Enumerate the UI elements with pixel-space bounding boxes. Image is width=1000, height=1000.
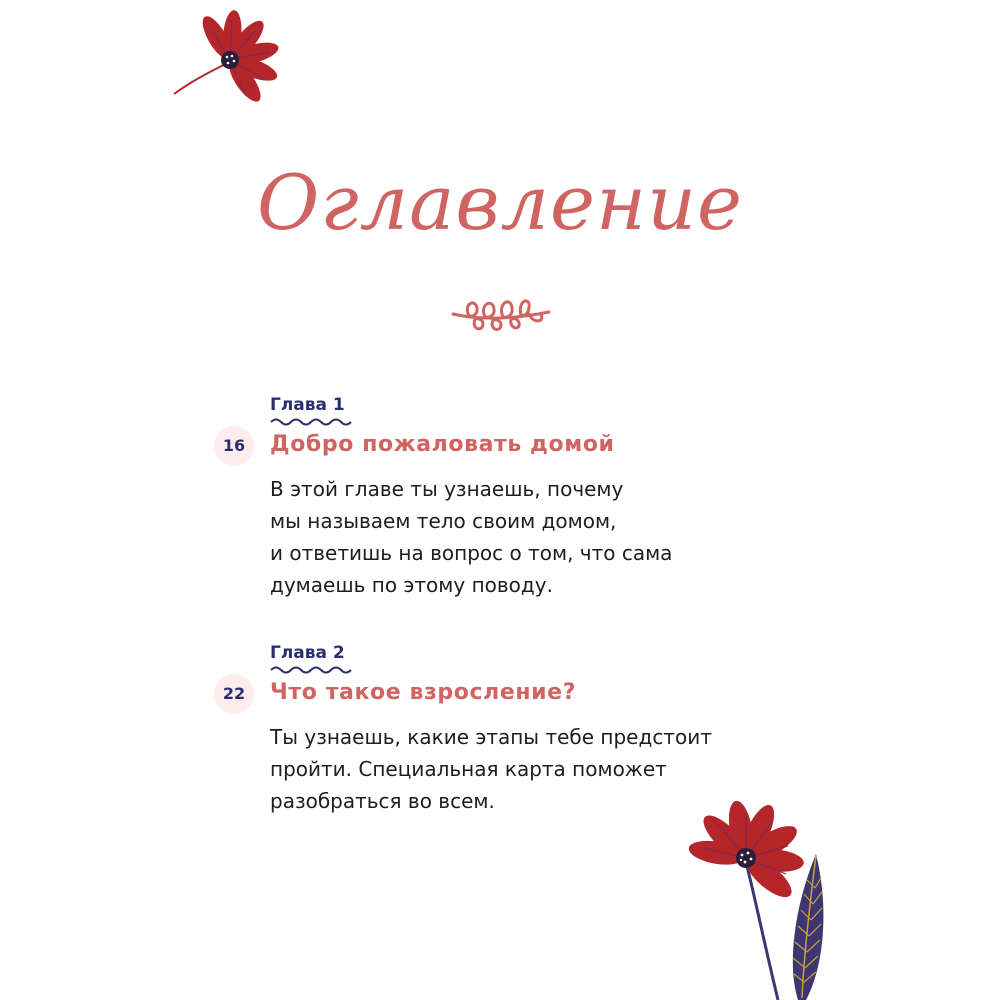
chapter-heading[interactable]: Добро пожаловать домой [270,432,615,457]
chapter-description: Ты узнаешь, какие этапы тебе предстоит пройти. Специальная карта поможет разобраться во всем. [270,725,712,813]
chapter-heading[interactable]: Что такое взросление? [270,680,577,705]
leaf-icon [793,854,824,1000]
page-number-badge: 22 [214,674,254,714]
wave-underline-icon [270,417,352,427]
chapter-description: В этой главе ты узнаешь, почему мы называем тело своим домом, и ответишь на вопрос о том, что сама думаешь по этому поводу. [270,477,673,597]
red-flower-icon [168,2,298,102]
page-title: Оглавление [256,158,743,247]
page-number-badge: 16 [214,426,254,466]
leaf-sprig-icon [449,290,553,334]
flower-with-leaf-icon [686,792,836,1000]
chapter-label: Глава 2 [270,643,345,663]
chapter-label: Глава 1 [270,395,345,415]
wave-underline-icon [270,665,352,675]
